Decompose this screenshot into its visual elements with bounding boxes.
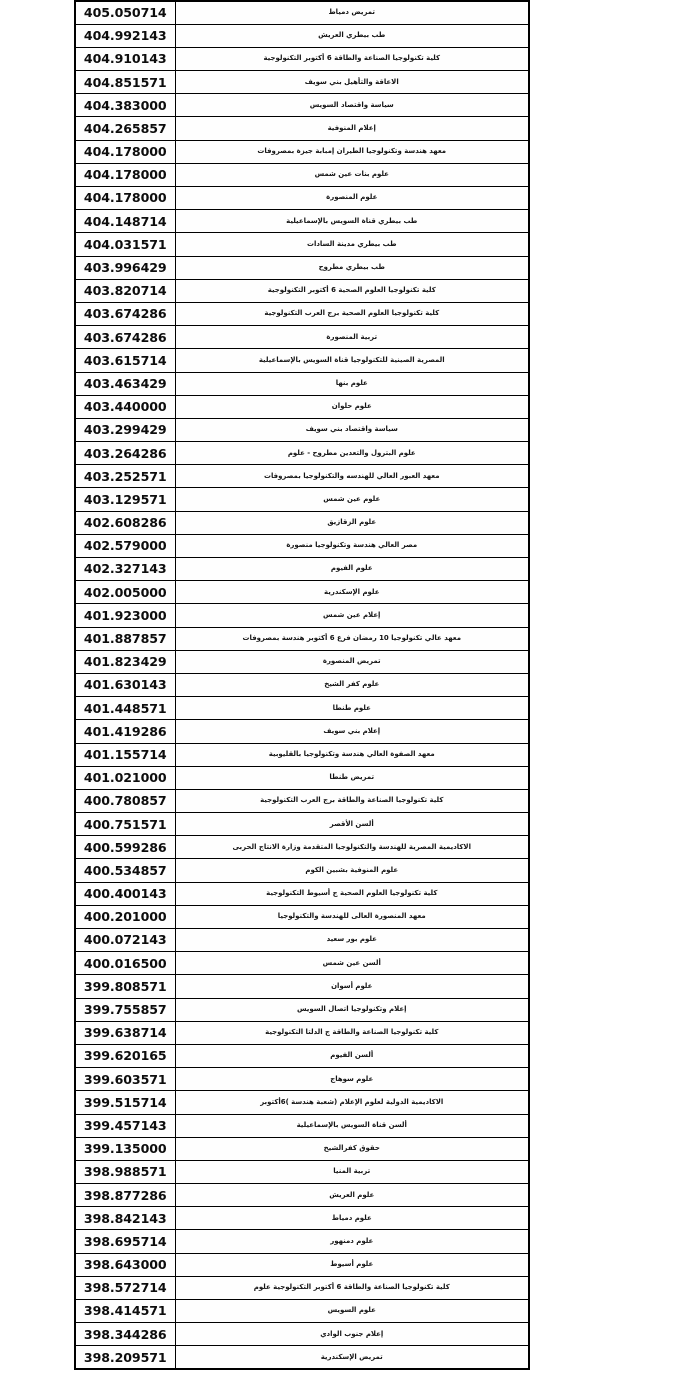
faculty-name-cell: طب بيطري مدينة السادات	[175, 233, 529, 256]
table-row	[75, 418, 529, 441]
table-row	[75, 1137, 529, 1160]
results-table-wrapper	[76, 0, 530, 1370]
score-cell: 400.780857	[75, 789, 175, 812]
score-cell: 402.579000	[75, 534, 175, 557]
score-cell: 399.638714	[75, 1021, 175, 1044]
score-cell: 404.851571	[75, 71, 175, 94]
faculty-name-cell: إعلام عين شمس	[175, 604, 529, 627]
score-cell: 404.265857	[75, 117, 175, 140]
table-row	[75, 789, 529, 812]
score-cell: 401.021000	[75, 766, 175, 789]
score-cell: 403.996429	[75, 256, 175, 279]
table-row	[75, 720, 529, 743]
table-row	[75, 511, 529, 534]
score-cell: 404.148714	[75, 210, 175, 233]
table-row	[75, 534, 529, 557]
faculty-name-cell: تمريض المنصورة	[175, 650, 529, 673]
table-row	[75, 975, 529, 998]
table-row	[75, 24, 529, 47]
score-cell: 399.515714	[75, 1091, 175, 1114]
score-cell: 404.992143	[75, 24, 175, 47]
score-cell: 401.155714	[75, 743, 175, 766]
score-cell: 401.448571	[75, 697, 175, 720]
faculty-name-cell: تربية المنيا	[175, 1160, 529, 1183]
faculty-name-cell: إعلام جنوب الوادي	[175, 1323, 529, 1346]
table-row	[75, 372, 529, 395]
table-row	[75, 1114, 529, 1137]
table-row	[75, 604, 529, 627]
faculty-name-cell: كلية تكنولوجيا الصناعة والطاقة 6 أكتوبر التكنولوجية	[175, 47, 529, 70]
faculty-name-cell: علوم البترول والتعدين مطروح - علوم	[175, 442, 529, 465]
score-cell: 399.620165	[75, 1044, 175, 1067]
score-cell: 401.887857	[75, 627, 175, 650]
table-row	[75, 140, 529, 163]
faculty-name-cell: كلية تكنولوجيا الصناعة والطاقة برج العرب التكنولوجية	[175, 789, 529, 812]
faculty-name-cell: معهد هندسة وتكنولوجيا الطيران إمبابة جيزة بمصروفات	[175, 140, 529, 163]
faculty-name-cell: علوم بنات عين شمس	[175, 163, 529, 186]
faculty-name-cell: تمريض دمياط	[175, 1, 529, 24]
faculty-name-cell: سياسة واقتصاد بني سويف	[175, 418, 529, 441]
score-cell: 398.209571	[75, 1346, 175, 1369]
faculty-name-cell: معهد العبور العالي للهندسه والتكنولوجيا بمصروفات	[175, 465, 529, 488]
table-row	[75, 766, 529, 789]
score-cell: 403.674286	[75, 326, 175, 349]
score-cell: 401.419286	[75, 720, 175, 743]
faculty-name-cell: علوم طنطا	[175, 697, 529, 720]
faculty-name-cell: تمريض الإسكندرية	[175, 1346, 529, 1369]
faculty-name-cell: تربية المنصورة	[175, 326, 529, 349]
score-cell: 398.414571	[75, 1300, 175, 1323]
faculty-name-cell: طب بيطري قناة السويس بالإسماعيلية	[175, 210, 529, 233]
faculty-name-cell: علوم كفر الشيخ	[175, 673, 529, 696]
table-row	[75, 256, 529, 279]
score-cell: 398.988571	[75, 1160, 175, 1183]
score-cell: 398.695714	[75, 1230, 175, 1253]
table-row	[75, 929, 529, 952]
table-row	[75, 117, 529, 140]
table-row	[75, 1160, 529, 1183]
score-cell: 403.264286	[75, 442, 175, 465]
table-row	[75, 71, 529, 94]
table-row	[75, 743, 529, 766]
score-cell: 400.751571	[75, 813, 175, 836]
faculty-name-cell: علوم دمنهور	[175, 1230, 529, 1253]
faculty-name-cell: ألسن قناة السويس بالإسماعيلية	[175, 1114, 529, 1137]
faculty-name-cell: معهد عالي تكنولوجيا 10 رمضان فرع 6 أكتوبر هندسة بمصروفات	[175, 627, 529, 650]
table-row	[75, 163, 529, 186]
faculty-name-cell: حقوق كفرالشيخ	[175, 1137, 529, 1160]
table-row	[75, 952, 529, 975]
table-row	[75, 187, 529, 210]
score-cell: 398.344286	[75, 1323, 175, 1346]
score-cell: 403.299429	[75, 418, 175, 441]
score-cell: 399.808571	[75, 975, 175, 998]
score-cell: 399.457143	[75, 1114, 175, 1137]
faculty-name-cell: الاكاديمية الدولية لعلوم الإعلام (شعبة هندسة )6أكتوبر	[175, 1091, 529, 1114]
faculty-name-cell: إعلام المنوفية	[175, 117, 529, 140]
results-table-body	[75, 1, 529, 1369]
score-cell: 404.910143	[75, 47, 175, 70]
score-cell: 402.608286	[75, 511, 175, 534]
table-row	[75, 581, 529, 604]
table-row	[75, 465, 529, 488]
score-cell: 403.674286	[75, 302, 175, 325]
table-row	[75, 210, 529, 233]
faculty-name-cell: علوم أسوان	[175, 975, 529, 998]
score-cell: 401.923000	[75, 604, 175, 627]
score-cell: 404.031571	[75, 233, 175, 256]
table-row	[75, 1044, 529, 1067]
faculty-name-cell: كلية تكنولوجيا العلوم الصحية برج العرب التكنولوجية	[175, 302, 529, 325]
faculty-name-cell: ألسن عين شمس	[175, 952, 529, 975]
table-row	[75, 488, 529, 511]
faculty-name-cell: إعلام بني سويف	[175, 720, 529, 743]
score-cell: 405.050714	[75, 1, 175, 24]
table-row	[75, 882, 529, 905]
faculty-name-cell: كلية تكنولوجيا الصناعة والطاقة ج الدلتا التكنولوجية	[175, 1021, 529, 1044]
faculty-name-cell: إعلام وتكنولوجيا اتصال السويس	[175, 998, 529, 1021]
score-cell: 398.572714	[75, 1276, 175, 1299]
faculty-name-cell: معهد الصفوة العالي هندسة وتكنولوجيا بالقليوبية	[175, 743, 529, 766]
faculty-name-cell: علوم بور سعيد	[175, 929, 529, 952]
table-row	[75, 1184, 529, 1207]
table-row	[75, 326, 529, 349]
table-row	[75, 1276, 529, 1299]
table-row	[75, 279, 529, 302]
score-cell: 400.201000	[75, 905, 175, 928]
table-row	[75, 558, 529, 581]
table-row	[75, 1253, 529, 1276]
faculty-name-cell: علوم عين شمس	[175, 488, 529, 511]
faculty-name-cell: الاكاديمية المصرية للهندسة والتكنولوجيا المتقدمة وزارة الانتاج الحربى	[175, 836, 529, 859]
score-cell: 403.463429	[75, 372, 175, 395]
table-row	[75, 349, 529, 372]
score-cell: 398.842143	[75, 1207, 175, 1230]
score-cell: 401.630143	[75, 673, 175, 696]
table-row	[75, 94, 529, 117]
score-cell: 401.823429	[75, 650, 175, 673]
table-row	[75, 673, 529, 696]
faculty-name-cell: علوم أسيوط	[175, 1253, 529, 1276]
table-row	[75, 1207, 529, 1230]
score-cell: 398.877286	[75, 1184, 175, 1207]
table-row	[75, 1346, 529, 1369]
faculty-name-cell: الاعاقة والتأهيل بني سويف	[175, 71, 529, 94]
faculty-name-cell: علوم السويس	[175, 1300, 529, 1323]
score-cell: 400.016500	[75, 952, 175, 975]
table-row	[75, 1021, 529, 1044]
faculty-name-cell: علوم الزقازيق	[175, 511, 529, 534]
score-cell: 403.615714	[75, 349, 175, 372]
score-cell: 399.135000	[75, 1137, 175, 1160]
faculty-name-cell: علوم حلوان	[175, 395, 529, 418]
score-cell: 403.129571	[75, 488, 175, 511]
score-cell: 404.383000	[75, 94, 175, 117]
table-row	[75, 650, 529, 673]
faculty-name-cell: ألسن الفيوم	[175, 1044, 529, 1067]
table-row	[75, 905, 529, 928]
score-cell: 400.400143	[75, 882, 175, 905]
table-row	[75, 233, 529, 256]
faculty-name-cell: علوم بنها	[175, 372, 529, 395]
table-row	[75, 395, 529, 418]
faculty-name-cell: علوم سوهاج	[175, 1068, 529, 1091]
faculty-name-cell: كلية تكنولوجيا العلوم الصحية ج أسيوط التكنولوجية	[175, 882, 529, 905]
score-cell: 402.327143	[75, 558, 175, 581]
table-row	[75, 697, 529, 720]
results-table	[74, 0, 530, 1370]
table-row	[75, 627, 529, 650]
score-cell: 403.252571	[75, 465, 175, 488]
table-row	[75, 813, 529, 836]
faculty-name-cell: مصر العالي هندسة وتكنولوجيا منصورة	[175, 534, 529, 557]
table-row	[75, 859, 529, 882]
table-row	[75, 1068, 529, 1091]
faculty-name-cell: المصرية الصينية للتكنولوجيا قناة السويس بالإسماعيلية	[175, 349, 529, 372]
score-cell: 400.599286	[75, 836, 175, 859]
table-row	[75, 1300, 529, 1323]
score-cell: 399.603571	[75, 1068, 175, 1091]
score-cell: 404.178000	[75, 187, 175, 210]
score-cell: 400.534857	[75, 859, 175, 882]
faculty-name-cell: علوم الفيوم	[175, 558, 529, 581]
faculty-name-cell: علوم العريش	[175, 1184, 529, 1207]
faculty-name-cell: طب بيطري مطروح	[175, 256, 529, 279]
faculty-name-cell: علوم المنصورة	[175, 187, 529, 210]
faculty-name-cell: كلية تكنولوجيا الصناعة والطاقة 6 أكتوبر التكنولوجية علوم	[175, 1276, 529, 1299]
faculty-name-cell: سياسة واقتصاد السويس	[175, 94, 529, 117]
score-cell: 402.005000	[75, 581, 175, 604]
score-cell: 404.178000	[75, 163, 175, 186]
table-row	[75, 1230, 529, 1253]
table-row	[75, 1091, 529, 1114]
table-row	[75, 47, 529, 70]
score-cell: 400.072143	[75, 929, 175, 952]
faculty-name-cell: تمريض طنطا	[175, 766, 529, 789]
table-row	[75, 998, 529, 1021]
score-cell: 403.820714	[75, 279, 175, 302]
score-cell: 399.755857	[75, 998, 175, 1021]
faculty-name-cell: كلية تكنولوجيا العلوم الصحية 6 أكتوبر التكنولوجية	[175, 279, 529, 302]
faculty-name-cell: علوم الإسكندرية	[175, 581, 529, 604]
faculty-name-cell: علوم دمياط	[175, 1207, 529, 1230]
faculty-name-cell: طب بيطري العريش	[175, 24, 529, 47]
table-row	[75, 1323, 529, 1346]
table-row	[75, 836, 529, 859]
table-row	[75, 302, 529, 325]
score-cell: 403.440000	[75, 395, 175, 418]
faculty-name-cell: علوم المنوفية بشبين الكوم	[175, 859, 529, 882]
score-cell: 398.643000	[75, 1253, 175, 1276]
faculty-name-cell: ألسن الأقصر	[175, 813, 529, 836]
faculty-name-cell: معهد المنصورة العالى للهندسة والتكنولوجيا	[175, 905, 529, 928]
table-row	[75, 442, 529, 465]
table-row	[75, 1, 529, 24]
score-cell: 404.178000	[75, 140, 175, 163]
